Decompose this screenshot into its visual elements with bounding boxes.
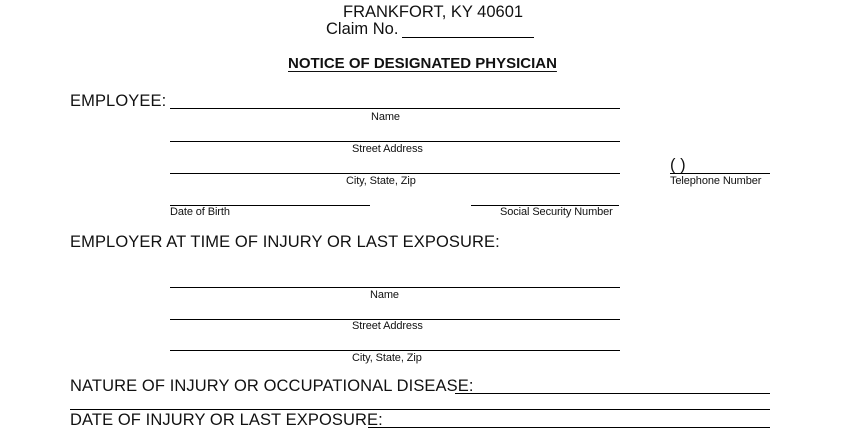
nature-of-injury-continuation-line <box>70 409 770 410</box>
claim-number-label: Claim No. <box>326 20 399 38</box>
employee-label: EMPLOYEE: <box>70 92 167 110</box>
employee-city-field[interactable] <box>170 158 620 172</box>
date-of-injury-field[interactable] <box>368 412 770 426</box>
date-of-birth-field[interactable] <box>170 190 370 204</box>
nature-of-injury-field[interactable] <box>455 378 770 392</box>
employer-name-caption: Name <box>370 289 399 301</box>
employer-street-caption: Street Address <box>352 320 423 332</box>
date-of-injury-label: DATE OF INJURY OR LAST EXPOSURE: <box>70 411 383 429</box>
nature-of-injury-line <box>455 393 770 394</box>
employee-street-field[interactable] <box>170 126 620 140</box>
ssn-caption: Social Security Number <box>500 206 613 218</box>
nature-of-injury-label: NATURE OF INJURY OR OCCUPATIONAL DISEASE: <box>70 377 474 395</box>
address-city-line: FRANKFORT, KY 40601 <box>343 3 524 21</box>
employer-city-line <box>170 350 620 351</box>
date-of-birth-caption: Date of Birth <box>170 206 230 218</box>
claim-number-underline <box>402 37 534 38</box>
ssn-field[interactable] <box>471 190 619 204</box>
employer-label: EMPLOYER AT TIME OF INJURY OR LAST EXPOSURE: <box>70 233 500 251</box>
employee-city-caption: City, State, Zip <box>346 175 416 187</box>
employer-city-field[interactable] <box>170 335 620 349</box>
employee-name-field[interactable] <box>170 93 620 107</box>
employee-street-caption: Street Address <box>352 143 423 155</box>
employee-name-line <box>170 108 620 109</box>
telephone-caption: Telephone Number <box>670 175 762 187</box>
telephone-line <box>670 173 770 174</box>
employer-city-caption: City, State, Zip <box>352 352 422 364</box>
employee-name-caption: Name <box>371 111 400 123</box>
claim-number-field[interactable] <box>402 21 534 35</box>
employee-city-line <box>170 173 620 174</box>
date-of-injury-line <box>368 427 770 428</box>
telephone-parentheses: ( ) <box>670 156 686 174</box>
employee-street-line <box>170 141 620 142</box>
employer-street-field[interactable] <box>170 304 620 318</box>
employer-name-field[interactable] <box>170 272 620 286</box>
telephone-field[interactable] <box>672 158 770 172</box>
employer-name-line <box>170 287 620 288</box>
form-title: NOTICE OF DESIGNATED PHYSICIAN <box>288 55 557 72</box>
